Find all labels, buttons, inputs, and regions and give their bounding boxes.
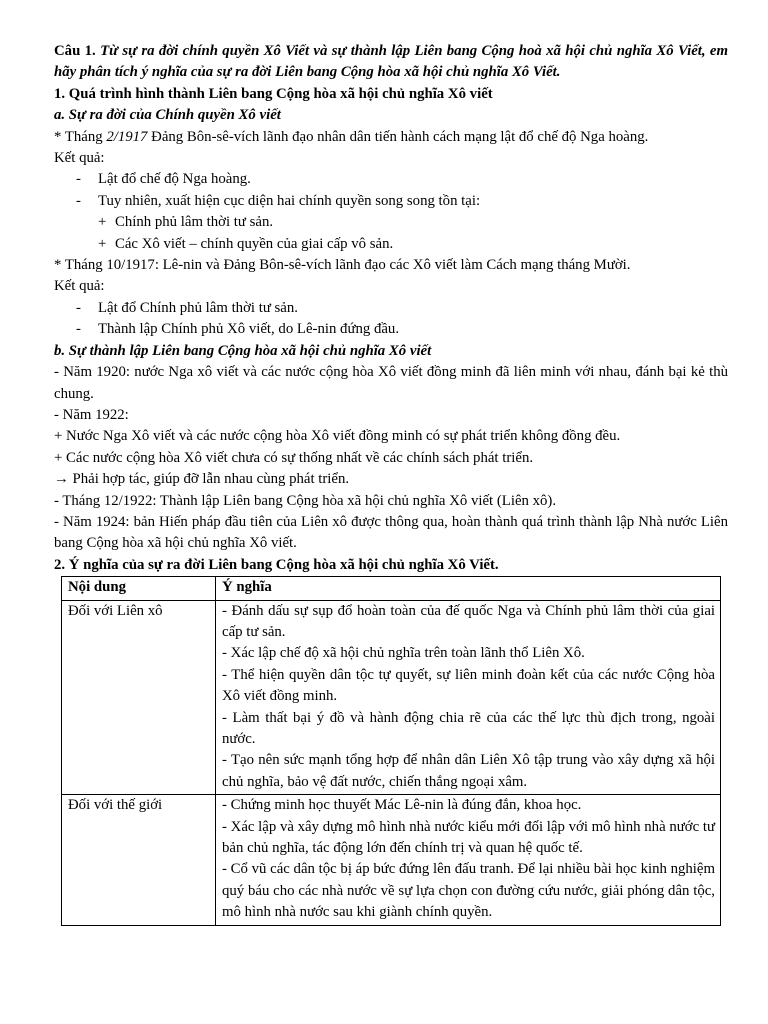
section1a-heading: a. Sự ra đời của Chính quyền Xô viết (54, 107, 281, 124)
list-item: - Tuy nhiên, xuất hiện cục diện hai chính quyền song song tồn tại: (76, 192, 481, 209)
b-line: + Các nước cộng hòa Xô viết chưa có sự thống nhất về các chính sách phát triển. (54, 449, 534, 466)
list-item-text: Tuy nhiên, xuất hiện cục diện hai chính quyền song song tồn tại: (98, 192, 481, 209)
meaning-item: - Thể hiện quyền dân tộc tự quyết, sự liên minh đoàn kết của các nước Cộng hòa Xô viết đồng minh. (222, 666, 715, 705)
section2-heading: 2. Ý nghĩa của sự ra đời Liên bang Cộng hòa xã hội chủ nghĩa Xô Viết. (54, 556, 499, 573)
section1-heading: 1. Quá trình hình thành Liên bang Cộng hòa xã hội chủ nghĩa Xô viết (54, 85, 493, 102)
meaning-item: - Cổ vũ các dân tộc bị áp bức đứng lên đấu tranh. Để lại nhiều bài học kinh nghiệm quý báu cho các nhà nước về sự lựa chọn con đường cứu nước, giải phóng dân tộc, mô hình nhà nước sau khi giành chính quyền. (222, 861, 715, 921)
feb-text: Đảng Bôn-sê-vích lãnh đạo nhân dân tiến hành cách mạng lật đổ chế độ Nga hoàng. (147, 128, 649, 145)
meaning-item: - Chứng minh học thuyết Mác Lê-nin là đúng đắn, khoa học. (222, 797, 582, 814)
b-line: - Năm 1920: nước Nga xô viết và các nước cộng hòa Xô viết đồng minh đã liên minh với nhau, đánh bại kẻ thù chung. (54, 364, 728, 402)
list-item-text: Thành lập Chính phủ Xô viết, do Lê-nin đứng đầu. (98, 321, 400, 338)
list-item-text: Lật đổ Chính phủ lâm thời tư sản. (98, 299, 298, 316)
b-line: → Phải hợp tác, giúp đỡ lẫn nhau cùng phát triển. (54, 471, 350, 488)
b-line: - Tháng 12/1922: Thành lập Liên bang Cộng hòa xã hội chủ nghĩa Xô viết (Liên xô). (54, 492, 557, 509)
sub-list-item: + Các Xô viết – chính quyền của giai cấp vô sản. (98, 235, 394, 252)
section1b-heading: b. Sự thành lập Liên bang Cộng hòa xã hội chủ nghĩa Xô viết (54, 342, 432, 359)
row-label: Đối với thế giới (62, 795, 216, 925)
table-header-content: Nội dung (62, 577, 216, 600)
result-label-2: Kết quả: (54, 278, 105, 295)
feb-prefix: * Tháng (54, 128, 107, 145)
sub-list-item: + Chính phủ lâm thời tư sản. (98, 214, 274, 231)
row-label: Đối với Liên xô (62, 600, 216, 795)
meaning-item: - Làm thất bại ý đồ và hành động chia rẽ của các thế lực thù địch trong, ngoài nước. (222, 709, 715, 747)
meaning-item: - Đánh dấu sự sụp đổ hoàn toàn của đế quốc Nga và Chính phủ lâm thời của giai cấp tư sản. (222, 602, 715, 640)
oct-1917-paragraph: * Tháng 10/1917: Lê-nin và Đảng Bôn-sê-vích lãnh đạo các Xô viết làm Cách mạng tháng Mười. (54, 257, 631, 274)
meaning-item: - Tạo nên sức mạnh tổng hợp để nhân dân Liên Xô tập trung vào xây dựng xã hội chủ nghĩa, bảo vệ đất nước, chiến thắng ngoại xâm. (222, 752, 715, 790)
question-text: Từ sự ra đời chính quyền Xô Viết và sự thành lập Liên bang Cộng hoà xã hội chủ nghĩa Xô Viết, em hãy phân tích ý nghĩa của sự ra đời Liên bang Cộng hòa xã hội chủ nghĩa Xô Viết. (54, 43, 728, 81)
feb-date: 2/1917 (106, 128, 148, 145)
sub-list-item-text: Chính phủ lâm thời tư sản. (115, 214, 274, 231)
significance-table (61, 576, 721, 926)
table-row (62, 600, 721, 795)
feb-1917-paragraph (54, 127, 728, 148)
question-label: Câu 1. (54, 43, 96, 59)
result-label-1: Kết quả: (54, 150, 105, 167)
list-item: - Lật đổ chế độ Nga hoàng. (76, 171, 251, 188)
meaning-item: - Xác lập chế độ xã hội chủ nghĩa trên toàn lãnh thổ Liên Xô. (222, 645, 585, 662)
list-item: - Thành lập Chính phủ Xô viết, do Lê-nin đứng đầu. (76, 321, 400, 338)
table-row (62, 795, 721, 925)
document-page (54, 41, 728, 926)
b-line: - Năm 1922: (54, 406, 129, 423)
table-header-row (62, 577, 721, 600)
b-line: - Năm 1924: bản Hiến pháp đầu tiên của Liên xô được thông qua, hoàn thành quá trình thành lập Nhà nước Liên bang Cộng hòa xã hội chủ nghĩa Xô viết. (54, 513, 728, 552)
b-line: + Nước Nga Xô viết và các nước cộng hòa Xô viết đồng minh có sự phát triển không đồng đều. (54, 428, 621, 445)
row-meaning (216, 600, 721, 795)
list-item-text: Lật đổ chế độ Nga hoàng. (98, 171, 251, 188)
row-meaning (216, 795, 721, 925)
sub-list-item-text: Các Xô viết – chính quyền của giai cấp vô sản. (115, 235, 394, 252)
list-item: - Lật đổ Chính phủ lâm thời tư sản. (76, 299, 298, 316)
question-paragraph (54, 41, 728, 84)
table-header-meaning: Ý nghĩa (216, 577, 721, 600)
meaning-item: - Xác lập và xây dựng mô hình nhà nước kiểu mới đối lập với mô hình nhà nước tư bản chủ nghĩa, tác động lớn đến chính trị và quan hệ quốc tế. (222, 818, 715, 857)
